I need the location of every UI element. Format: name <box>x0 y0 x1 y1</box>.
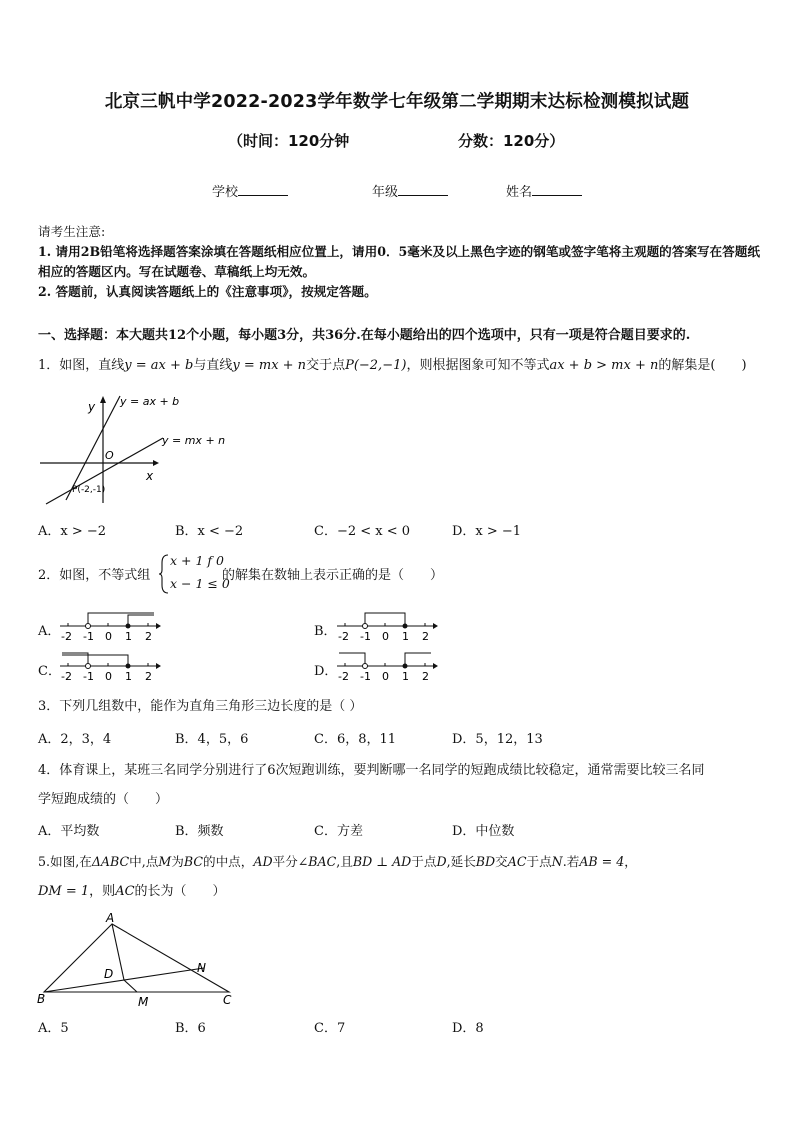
svg-text:D: D <box>104 967 114 981</box>
q1-eq1: y = ax + b <box>124 358 194 373</box>
svg-text:-1: -1 <box>83 630 94 642</box>
name-label: 姓名 <box>506 185 533 200</box>
q3-option-b[interactable]: B．4，5，6 <box>175 732 249 747</box>
name-blank <box>532 183 582 196</box>
svg-text:N: N <box>197 961 206 975</box>
question-1 <box>38 355 760 377</box>
svg-text:-2: -2 <box>338 670 349 682</box>
q2-numberline-c[interactable] <box>58 650 162 682</box>
q3-option-c[interactable]: C．6，8，11 <box>314 732 397 747</box>
svg-text:0: 0 <box>105 630 112 642</box>
q4-option-c[interactable]: C．方差 <box>314 824 363 839</box>
question-3: 3．下列几组数中，能作为直角三角形三边长度的是（ ） <box>38 699 363 714</box>
q1-option-b[interactable]: B．x < −2 <box>175 524 244 539</box>
svg-text:2: 2 <box>422 630 429 642</box>
q1-text: 的解集是( ) <box>658 358 747 373</box>
exam-score: 分数：120分） <box>458 132 565 150</box>
q1-fig-label2: y = mx + n <box>162 434 226 447</box>
q2-text: 2．如图，不等式组 <box>38 568 151 583</box>
question-4-line1: 4．体育课上，某班三名同学分别进行了6次短跑训练，要判断哪一名同学的短跑成绩比较稳定，通常需要比较三名同 <box>38 763 705 778</box>
q2-option-a-label[interactable]: A． <box>38 624 61 639</box>
q2-option-b-label[interactable]: B． <box>314 624 337 639</box>
q4-option-a[interactable]: A．平均数 <box>38 824 100 839</box>
svg-text:-2: -2 <box>338 630 349 642</box>
q3-option-a[interactable]: A．2，3，4 <box>38 732 112 747</box>
svg-text:-2: -2 <box>61 630 72 642</box>
q1-text: 1．如图，直线 <box>38 358 125 373</box>
q1-eq2: y = mx + n <box>232 358 307 373</box>
school-label: 学校 <box>212 185 239 200</box>
svg-text:0: 0 <box>382 630 389 642</box>
q4-option-d[interactable]: D．中位数 <box>452 824 515 839</box>
notice-item-1: 1. 请用2B铅笔将选择题答案涂填在答题纸相应位置上，请用0．5毫米及以上黑色字迹的钢笔或签字笔将主观题的答案写在答题纸相应的答题区内。写在试题卷、草稿纸上均无效。 <box>38 244 760 279</box>
q1-option-c[interactable]: C．−2 < x < 0 <box>314 524 411 539</box>
arrow-icon <box>153 460 159 466</box>
page-title: 北京三帆中学2022-2023学年数学七年级第二学期期末达标检测模拟试题 <box>104 92 690 112</box>
q1-option-a[interactable]: A．x > −2 <box>38 524 107 539</box>
svg-text:1: 1 <box>125 670 132 682</box>
notice-block <box>38 222 760 302</box>
q2-numberline-b[interactable] <box>335 610 439 642</box>
q5-option-a[interactable]: A．5 <box>38 1021 69 1036</box>
svg-text:-2: -2 <box>61 670 72 682</box>
q1-option-d[interactable]: D．x > −1 <box>452 524 522 539</box>
q1-fig-origin: O <box>105 449 114 462</box>
q1-text: ，则根据图象可知不等式 <box>406 358 550 373</box>
notice-item-2: 2. 答题前，认真阅读答题纸上的《注意事项》，按规定答题。 <box>38 284 377 299</box>
q2-ineq-1: x + 1 f 0 <box>170 553 224 568</box>
q1-fig-label1: y = ax + b <box>120 395 180 408</box>
svg-text:1: 1 <box>125 630 132 642</box>
svg-text:0: 0 <box>382 670 389 682</box>
svg-text:1: 1 <box>402 630 409 642</box>
q1-fig-y: y <box>88 400 96 414</box>
name-field[interactable] <box>506 181 582 200</box>
q1-figure <box>38 388 238 506</box>
q1-text: 交于点 <box>306 358 346 373</box>
notice-heading: 请考生注意: <box>38 224 106 239</box>
question-5-line2: DM = 1，则AC的长为（ ） <box>38 884 226 899</box>
q5-option-c[interactable]: C．7 <box>314 1021 346 1036</box>
q1-inequality: ax + b > mx + n <box>549 358 659 373</box>
svg-text:2: 2 <box>145 670 152 682</box>
svg-text:B: B <box>37 992 46 1006</box>
school-blank <box>238 183 288 196</box>
svg-text:M: M <box>138 995 149 1009</box>
svg-text:2: 2 <box>145 630 152 642</box>
grade-blank <box>398 183 448 196</box>
q1-fig-x: x <box>146 469 154 483</box>
q1-fig-point: P(-2,-1) <box>72 485 106 495</box>
question-5-line1: 5.如图,在ΔABC中,点M为BC的中点，AD平分∠BAC,且BD ⊥ AD于点D,延长BD交AC于点N.若AB = 4， <box>38 854 637 869</box>
exam-time: （时间：120分钟 <box>228 132 350 150</box>
q4-option-b[interactable]: B．频数 <box>175 824 224 839</box>
q2-option-d-label[interactable]: D． <box>314 664 338 679</box>
q5-option-b[interactable]: B．6 <box>175 1021 206 1036</box>
q2-brace <box>158 553 170 595</box>
q2-text-b: 的解集在数轴上表示正确的是（ ） <box>222 568 444 583</box>
question-4-line2: 学短跑成绩的（ ） <box>38 792 169 807</box>
svg-text:C: C <box>223 993 232 1007</box>
grade-field[interactable] <box>372 181 448 200</box>
q3-option-d[interactable]: D．5，12，13 <box>452 732 543 747</box>
school-field[interactable] <box>212 181 288 200</box>
q2-ineq-2: x − 1 ≤ 0 <box>170 576 230 591</box>
q1-text: 与直线 <box>193 358 233 373</box>
arrow-icon <box>100 396 106 403</box>
svg-text:-1: -1 <box>83 670 94 682</box>
q2-numberline-a[interactable] <box>58 610 162 642</box>
svg-text:0: 0 <box>105 670 112 682</box>
q5-option-d[interactable]: D．8 <box>452 1021 484 1036</box>
q2-option-c-label[interactable]: C． <box>38 664 61 679</box>
svg-text:-1: -1 <box>360 630 371 642</box>
svg-text:-1: -1 <box>360 670 371 682</box>
q2-numberline-d[interactable] <box>335 650 439 682</box>
svg-text:2: 2 <box>422 670 429 682</box>
grade-label: 年级 <box>372 185 399 200</box>
section-heading: 一、选择题：本大题共12个小题，每小题3分，共36分.在每小题给出的四个选项中，只有一项是符合题目要求的. <box>38 328 691 343</box>
svg-text:A: A <box>106 911 115 925</box>
q5-figure <box>34 908 244 1010</box>
svg-text:1: 1 <box>402 670 409 682</box>
q1-point: P(−2,−1) <box>345 358 407 373</box>
